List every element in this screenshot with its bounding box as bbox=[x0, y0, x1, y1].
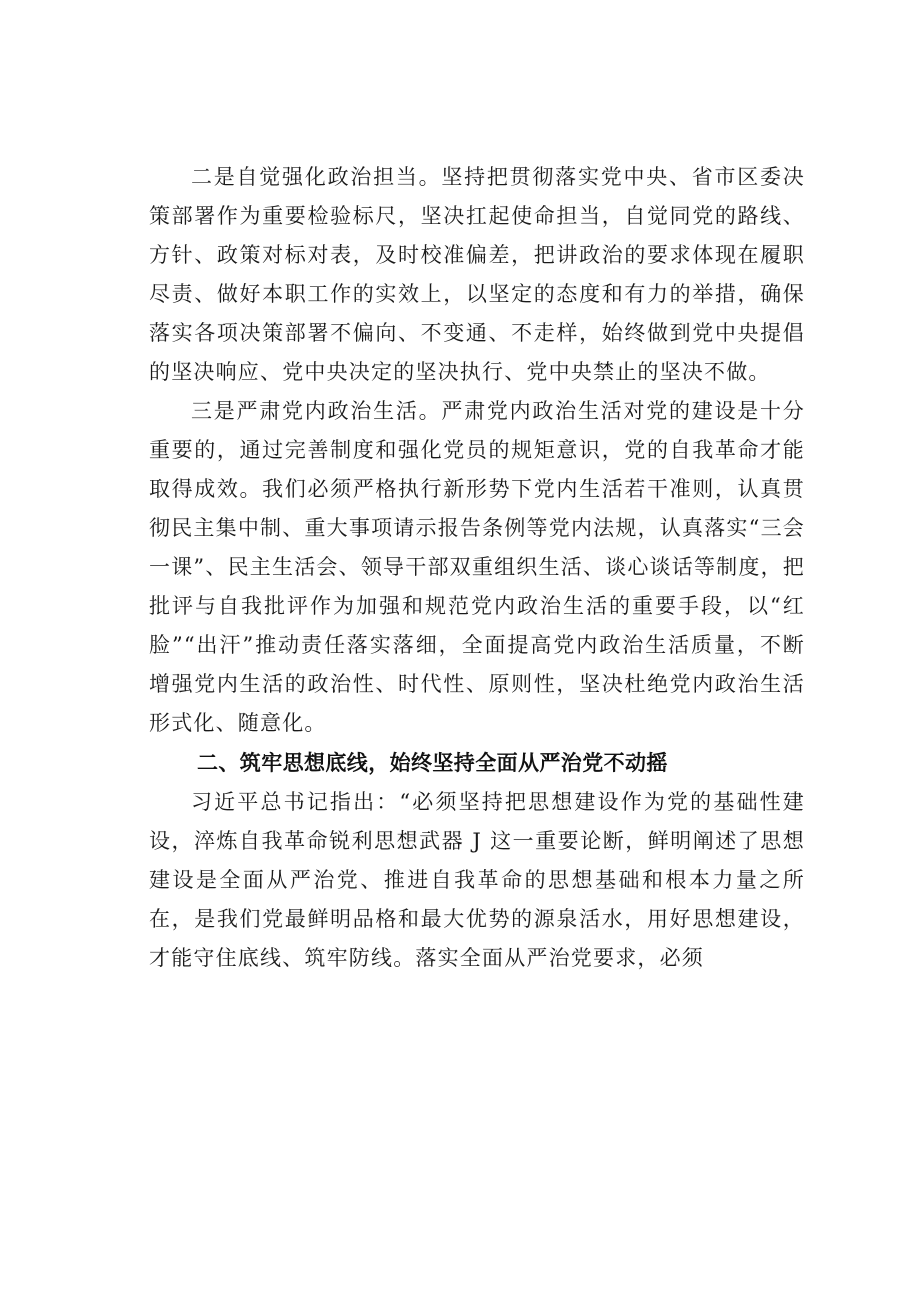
paragraph-ideological-construction: 习近平总书记指出：“必须坚持把思想建设作为党的基础性建设，淬炼自我革命锐利思想武器 J 这一重要论断，鲜明阐述了思想建设是全面从严治党、推进自我革命的思想基础和根本力量之所在，是我们党最鲜明品格和最大优势的源泉活水，用好思想建设，才能守住底线、筑牢防线。落实全面从严治党要求，必须 bbox=[149, 790, 805, 970]
paragraph-party-political-life: 三是严肃党内政治生活。严肃党内政治生活对党的建设是十分重要的，通过完善制度和强化党员的规矩意识，党的自我革命才能取得成效。我们必须严格执行新形势下党内生活若干准则，认真贯彻民主集中制、重大事项请示报告条例等党内法规，认真落实“三会一课”、民主生活会、领导干部双重组织生活、谈心谈话等制度，把批评与自我批评作为加强和规范党内政治生活的重要手段，以“红脸”“出汗”推动责任落实落细，全面提高党内政治生活质量，不断增强党内生活的政治性、时代性、原则性，坚决杜绝党内政治生活形式化、随意化。 bbox=[149, 399, 805, 735]
section-heading: 二、筑牢思想底线，始终坚持全面从严治党不动摇 bbox=[197, 751, 668, 775]
document-body bbox=[149, 158, 805, 978]
paragraph-political-responsibility: 二是自觉强化政治担当。坚持把贯彻落实党中央、省市区委决策部署作为重要检验标尺，坚决扛起使命担当，自觉同党的路线、方针、政策对标对表，及时校准偏差，把讲政治的要求体现在履职尽责、做好本职工作的实效上，以坚定的态度和有力的举措，确保落实各项决策部署不偏向、不变通、不走样，始终做到党中央提倡的坚决响应、党中央决定的坚决执行、党中央禁止的坚决不做。 bbox=[149, 165, 805, 384]
